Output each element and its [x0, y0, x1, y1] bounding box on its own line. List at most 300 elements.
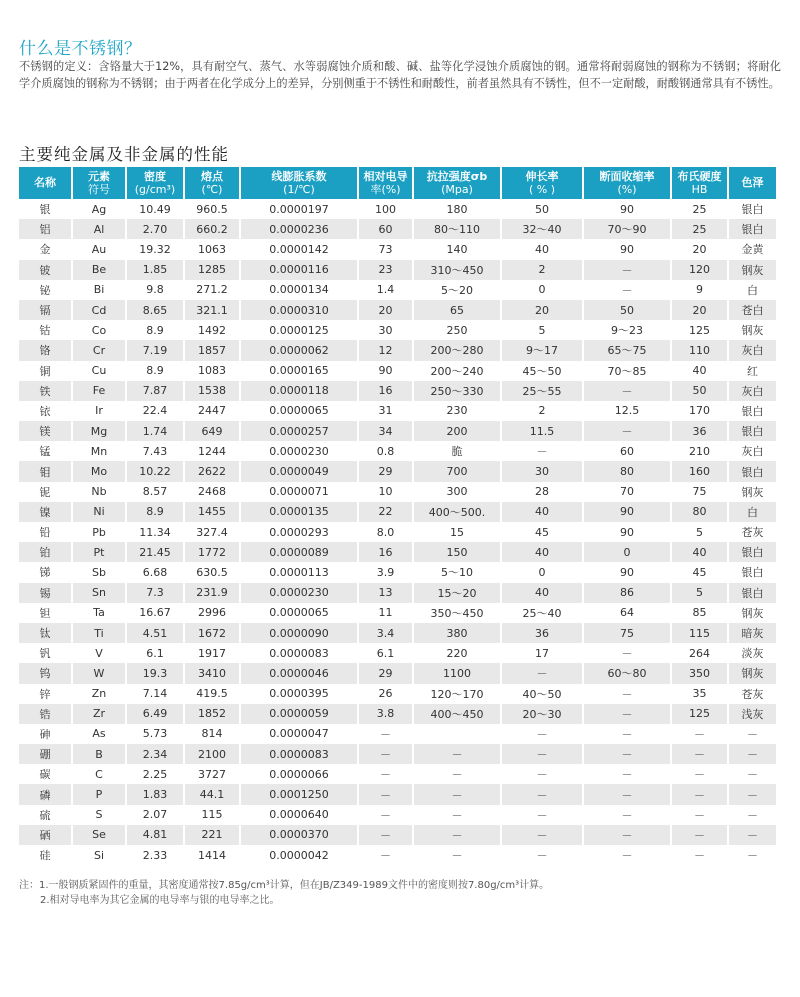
table-cell: 231.9 [185, 583, 241, 603]
table-cell: 银白 [729, 421, 776, 441]
table-cell: 0.0000066 [241, 764, 359, 784]
table-cell: 银白 [729, 542, 776, 562]
table-row [19, 219, 776, 239]
table-cell: － [584, 643, 672, 663]
table-cell: － [502, 724, 584, 744]
table-cell: － [729, 784, 776, 804]
table-cell: 1.83 [127, 784, 185, 804]
table-cell: － [584, 784, 672, 804]
table-cell: Zr [73, 704, 127, 724]
table-cell: 12 [359, 340, 414, 360]
table-cell: 0.0000640 [241, 805, 359, 825]
table-cell: 17 [502, 643, 584, 663]
table-cell: － [502, 784, 584, 804]
table-cell: 30 [502, 461, 584, 481]
table-cell: 钢灰 [729, 482, 776, 502]
table-cell: 淡灰 [729, 643, 776, 663]
table-cell: 0.0000395 [241, 684, 359, 704]
table-cell: － [359, 724, 414, 744]
table-cell: 65 [414, 300, 502, 320]
table-cell: － [584, 825, 672, 845]
table-cell: 35 [672, 684, 729, 704]
table-cell: 2 [502, 401, 584, 421]
column-header [73, 167, 127, 199]
table-cell: 1455 [185, 502, 241, 522]
table-cell: 271.2 [185, 280, 241, 300]
table-row [19, 280, 776, 300]
table-cell: 220 [414, 643, 502, 663]
table-cell: 9.8 [127, 280, 185, 300]
table-cell: 0.0000165 [241, 361, 359, 381]
table-cell: 钒 [19, 643, 73, 663]
table-cell: 60 [359, 219, 414, 239]
column-header [672, 167, 729, 199]
table-cell: － [584, 805, 672, 825]
table-cell: 铁 [19, 381, 73, 401]
table-cell: 19.32 [127, 239, 185, 259]
table-cell: 250～330 [414, 381, 502, 401]
table-cell: － [672, 845, 729, 865]
table-cell: 90 [584, 502, 672, 522]
table-cell: 0.0000065 [241, 401, 359, 421]
table-cell: 7.43 [127, 441, 185, 461]
table-cell: 8.9 [127, 320, 185, 340]
table-cell: 2996 [185, 603, 241, 623]
table-cell: 1244 [185, 441, 241, 461]
column-header-line2: (g/cm³) [134, 182, 176, 196]
table-row [19, 381, 776, 401]
table-row [19, 764, 776, 784]
table-cell: 3.4 [359, 623, 414, 643]
table-cell: 250 [414, 320, 502, 340]
table-row [19, 744, 776, 764]
table-cell: 钨 [19, 663, 73, 683]
table-cell: 400～500. [414, 502, 502, 522]
table-cell: 419.5 [185, 684, 241, 704]
table-cell: 10.49 [127, 199, 185, 219]
table-cell: 10 [359, 482, 414, 502]
table-cell: Pb [73, 522, 127, 542]
table-cell: 200 [414, 421, 502, 441]
table-cell: 16 [359, 381, 414, 401]
table-cell: 镁 [19, 421, 73, 441]
table-cell: 64 [584, 603, 672, 623]
column-header-line1: 密度 [144, 169, 166, 183]
table-cell: － [502, 805, 584, 825]
table-cell: 碳 [19, 764, 73, 784]
table-cell: 90 [584, 522, 672, 542]
table-cell: － [502, 845, 584, 865]
column-header [185, 167, 241, 199]
table-cell: 115 [672, 623, 729, 643]
table-cell: 29 [359, 663, 414, 683]
table-cell: 锌 [19, 684, 73, 704]
table-cell: 32～40 [502, 219, 584, 239]
table-row [19, 361, 776, 381]
table-cell: 0.0000116 [241, 260, 359, 280]
table-cell: 3410 [185, 663, 241, 683]
table-cell: 15 [414, 522, 502, 542]
table-cell: － [584, 704, 672, 724]
table-cell: 镉 [19, 300, 73, 320]
table-row [19, 542, 776, 562]
table-cell: 4.81 [127, 825, 185, 845]
table-cell: 70 [584, 482, 672, 502]
table-cell: － [729, 845, 776, 865]
table-cell: 80 [584, 461, 672, 481]
table-cell: － [502, 441, 584, 461]
table-row [19, 784, 776, 804]
table-cell: 0.0000049 [241, 461, 359, 481]
table-cell: 5 [672, 522, 729, 542]
table-cell: 110 [672, 340, 729, 360]
table-cell: － [359, 764, 414, 784]
table-row [19, 441, 776, 461]
table-cell: 0.0000134 [241, 280, 359, 300]
table-cell: 16.67 [127, 603, 185, 623]
table-cell: － [672, 744, 729, 764]
table-cell: 28 [502, 482, 584, 502]
table-cell: 0.0000257 [241, 421, 359, 441]
table-cell: － [729, 744, 776, 764]
table-cell: 0.0000135 [241, 502, 359, 522]
table-cell: 12.5 [584, 401, 672, 421]
table-cell: 3727 [185, 764, 241, 784]
column-header-line1: 元素 [88, 169, 110, 183]
table-cell: 8.65 [127, 300, 185, 320]
table-cell: 120～170 [414, 684, 502, 704]
table-cell: 镍 [19, 502, 73, 522]
table-cell: 60 [584, 441, 672, 461]
table-cell: 25 [672, 219, 729, 239]
column-header-line1: 布氏硬度 [677, 169, 722, 183]
table-cell: 1492 [185, 320, 241, 340]
table-cell: 6.49 [127, 704, 185, 724]
table-cell: － [359, 784, 414, 804]
table-cell: 40 [502, 239, 584, 259]
table-cell: 22.4 [127, 401, 185, 421]
table-cell: － [672, 724, 729, 744]
table-cell: 25 [672, 199, 729, 219]
table-cell: 8.9 [127, 502, 185, 522]
table-cell: 180 [414, 199, 502, 219]
table-cell: － [414, 784, 502, 804]
table-cell: － [584, 764, 672, 784]
table-row [19, 482, 776, 502]
table-cell: 50 [584, 300, 672, 320]
column-header-line2: (Mpa) [441, 182, 473, 196]
table-cell: 90 [359, 361, 414, 381]
table-cell: 80 [672, 502, 729, 522]
table-cell: 铋 [19, 280, 73, 300]
table-cell: 65～75 [584, 340, 672, 360]
table-row [19, 643, 776, 663]
table-row [19, 583, 776, 603]
table-row [19, 684, 776, 704]
table-cell: 0.0000293 [241, 522, 359, 542]
table-cell: 钴 [19, 320, 73, 340]
table-cell: 25～40 [502, 603, 584, 623]
table-row [19, 239, 776, 259]
table-cell [414, 724, 502, 744]
table-cell: 钼 [19, 461, 73, 481]
table-cell: 铜 [19, 361, 73, 381]
table-cell: 铝 [19, 219, 73, 239]
table-cell: 铌 [19, 482, 73, 502]
table-cell: Sn [73, 583, 127, 603]
table-cell: 70～90 [584, 219, 672, 239]
table-cell: 银 [19, 199, 73, 219]
table-cell: 90 [584, 199, 672, 219]
table-cell: 0.0000090 [241, 623, 359, 643]
table-row [19, 401, 776, 421]
table-cell: － [584, 684, 672, 704]
table-cell: 31 [359, 401, 414, 421]
table-cell: 1285 [185, 260, 241, 280]
table-cell: 铍 [19, 260, 73, 280]
table-cell: 170 [672, 401, 729, 421]
table-cell: 50 [502, 199, 584, 219]
table-cell: 700 [414, 461, 502, 481]
column-header-line1: 线膨胀系数 [271, 169, 327, 183]
table-cell: － [502, 744, 584, 764]
table-cell: Bi [73, 280, 127, 300]
table-row [19, 623, 776, 643]
table-cell: 16 [359, 542, 414, 562]
table-cell: 4.51 [127, 623, 185, 643]
table-cell: 2 [502, 260, 584, 280]
table-cell: 0.0000046 [241, 663, 359, 683]
table-cell: － [502, 825, 584, 845]
table-cell: 160 [672, 461, 729, 481]
table-cell: 钛 [19, 623, 73, 643]
table-cell: 6.1 [127, 643, 185, 663]
table-cell: 230 [414, 401, 502, 421]
table-cell: 硫 [19, 805, 73, 825]
table-cell: 硅 [19, 845, 73, 865]
table-cell: 2.07 [127, 805, 185, 825]
table-cell: － [502, 764, 584, 784]
table-cell: 0.0000197 [241, 199, 359, 219]
table-cell: 30 [359, 320, 414, 340]
table-cell: 银白 [729, 461, 776, 481]
table-cell: Mo [73, 461, 127, 481]
table-cell: P [73, 784, 127, 804]
table-cell: 125 [672, 320, 729, 340]
table-cell: Zn [73, 684, 127, 704]
table-cell: Be [73, 260, 127, 280]
table-cell: 灰白 [729, 340, 776, 360]
table-cell: 50 [672, 381, 729, 401]
table-cell: 45 [502, 522, 584, 542]
table-cell: 5～10 [414, 562, 502, 582]
table-cell: 3.8 [359, 704, 414, 724]
table-cell: Sb [73, 562, 127, 582]
table-cell: 苍灰 [729, 684, 776, 704]
table-cell: － [672, 764, 729, 784]
table-cell: 硼 [19, 744, 73, 764]
table-cell: 0.0000059 [241, 704, 359, 724]
table-cell: 20 [359, 300, 414, 320]
table-cell: 86 [584, 583, 672, 603]
table-cell: 0.0000118 [241, 381, 359, 401]
table-cell: 砷 [19, 724, 73, 744]
table-cell: － [584, 381, 672, 401]
table-cell: W [73, 663, 127, 683]
table-cell: 73 [359, 239, 414, 259]
table-cell: 15～20 [414, 583, 502, 603]
table-cell: Ni [73, 502, 127, 522]
column-header-line2: HB [691, 182, 708, 196]
table-row [19, 502, 776, 522]
table-row [19, 199, 776, 219]
table-cell: 0.0000042 [241, 845, 359, 865]
table-cell: As [73, 724, 127, 744]
table-cell: Ag [73, 199, 127, 219]
table-cell: 5.73 [127, 724, 185, 744]
table-cell: Fe [73, 381, 127, 401]
column-header-line2: (1/℃) [283, 182, 315, 196]
table-cell: 红 [729, 361, 776, 381]
table-cell: 36 [502, 623, 584, 643]
table-cell: － [414, 764, 502, 784]
table-cell: 5 [502, 320, 584, 340]
table-cell: 321.1 [185, 300, 241, 320]
table-cell: 0 [502, 562, 584, 582]
table-cell: 银白 [729, 219, 776, 239]
table-cell: 40 [672, 542, 729, 562]
table-cell: 钽 [19, 603, 73, 623]
table-cell: － [502, 663, 584, 683]
table-cell: 150 [414, 542, 502, 562]
table-cell: 649 [185, 421, 241, 441]
table-cell: 1.74 [127, 421, 185, 441]
table-cell: Au [73, 239, 127, 259]
table-cell: 300 [414, 482, 502, 502]
table-cell: 2.33 [127, 845, 185, 865]
table-cell: 0 [502, 280, 584, 300]
table-cell: Cu [73, 361, 127, 381]
table-cell: 1414 [185, 845, 241, 865]
table-cell: 2.34 [127, 744, 185, 764]
table-cell: 9～23 [584, 320, 672, 340]
column-header [127, 167, 185, 199]
table-cell: 金 [19, 239, 73, 259]
table-cell: 40 [502, 502, 584, 522]
table-cell: 钢灰 [729, 260, 776, 280]
table-cell: 40 [502, 542, 584, 562]
table-cell: 75 [584, 623, 672, 643]
table-cell: 21.45 [127, 542, 185, 562]
table-cell: － [584, 744, 672, 764]
table-cell: 2.70 [127, 219, 185, 239]
table-cell: － [414, 845, 502, 865]
table-cell: 20 [502, 300, 584, 320]
table-cell: 暗灰 [729, 623, 776, 643]
column-header-line2: (℃) [201, 182, 223, 196]
table-cell: 20 [672, 300, 729, 320]
table-cell: 29 [359, 461, 414, 481]
column-header-line1: 断面收缩率 [599, 169, 655, 183]
table-cell: 0.0000370 [241, 825, 359, 845]
table-cell: 苍白 [729, 300, 776, 320]
column-header-line1: 伸长率 [525, 169, 559, 183]
table-cell: 36 [672, 421, 729, 441]
column-header-line2: ( % ) [528, 182, 556, 196]
table-cell: 380 [414, 623, 502, 643]
table-row [19, 562, 776, 582]
table-row [19, 320, 776, 340]
table-cell: Ti [73, 623, 127, 643]
table-row [19, 845, 776, 865]
table-cell: Ta [73, 603, 127, 623]
table-cell: 银白 [729, 562, 776, 582]
table-cell: 8.0 [359, 522, 414, 542]
table-cell: 钢灰 [729, 320, 776, 340]
table-cell: 0.0000065 [241, 603, 359, 623]
table-cell: 1538 [185, 381, 241, 401]
table-body [19, 199, 776, 865]
table-cell: 1083 [185, 361, 241, 381]
table-cell: 40 [672, 361, 729, 381]
table-cell: － [672, 825, 729, 845]
table-cell: 1100 [414, 663, 502, 683]
table-cell: 钢灰 [729, 663, 776, 683]
table-cell: － [729, 805, 776, 825]
table-cell: 0.0000310 [241, 300, 359, 320]
table-cell: － [584, 260, 672, 280]
table-cell: － [672, 784, 729, 804]
table-cell: 锰 [19, 441, 73, 461]
table-cell: 脆 [414, 441, 502, 461]
table-cell: 2100 [185, 744, 241, 764]
table-cell: 0.0000230 [241, 441, 359, 461]
table-cell: 金黄 [729, 239, 776, 259]
table-cell: 6.68 [127, 562, 185, 582]
table-row [19, 461, 776, 481]
table-cell: 1.4 [359, 280, 414, 300]
table-cell: 1.85 [127, 260, 185, 280]
table-cell: 铬 [19, 340, 73, 360]
table-cell: 210 [672, 441, 729, 461]
table-cell: 1852 [185, 704, 241, 724]
table-cell: － [729, 825, 776, 845]
table-cell: 310～450 [414, 260, 502, 280]
table-cell: － [584, 421, 672, 441]
table-cell: 26 [359, 684, 414, 704]
table-cell: 90 [584, 562, 672, 582]
properties-table-container [19, 167, 776, 865]
table-row [19, 724, 776, 744]
table-cell: Pt [73, 542, 127, 562]
table-cell: 0.0000047 [241, 724, 359, 744]
table-cell: － [584, 845, 672, 865]
table-cell: Mn [73, 441, 127, 461]
table-cell: 120 [672, 260, 729, 280]
table-cell: 960.5 [185, 199, 241, 219]
table-cell: 80～110 [414, 219, 502, 239]
table-row [19, 704, 776, 724]
table-cell: 75 [672, 482, 729, 502]
table-cell: 11 [359, 603, 414, 623]
column-header [359, 167, 414, 199]
table-cell: 20～30 [502, 704, 584, 724]
table-cell: － [729, 764, 776, 784]
column-header [19, 167, 73, 199]
table-cell: 铅 [19, 522, 73, 542]
table-row [19, 300, 776, 320]
table-cell: S [73, 805, 127, 825]
